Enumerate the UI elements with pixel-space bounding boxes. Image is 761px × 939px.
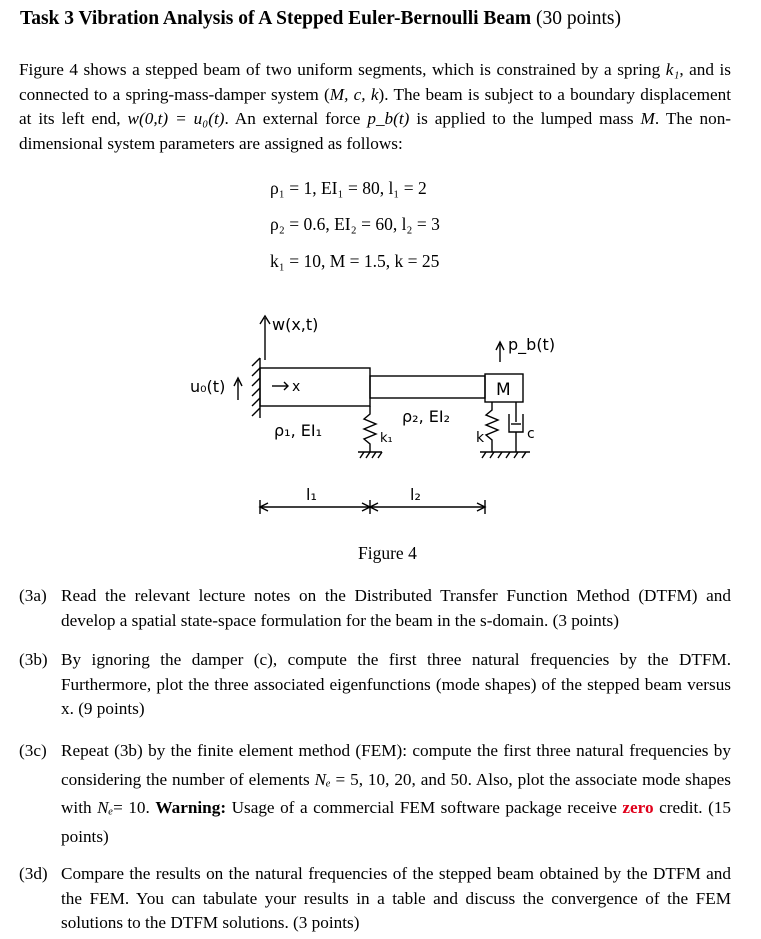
u0-label: u₀(t) bbox=[190, 377, 226, 396]
task-3a-label: (3a) bbox=[19, 586, 47, 605]
l1-label: l₁ bbox=[306, 485, 317, 504]
task-3b-label: (3b) bbox=[19, 650, 48, 669]
force-label: p_b(t) bbox=[508, 335, 556, 354]
task-3c-label: (3c) bbox=[19, 741, 47, 760]
intro-mass: M bbox=[640, 109, 655, 129]
intro-k1: k₁ bbox=[665, 60, 680, 79]
task-points: (30 points) bbox=[535, 8, 621, 29]
task-3c-zero: zero bbox=[622, 798, 654, 817]
intro-text-2: , and is connected to a spring-mass-damper system ( bbox=[19, 60, 731, 104]
spring-k bbox=[486, 402, 498, 452]
w-label: w(x,t) bbox=[272, 315, 319, 334]
x-label: x bbox=[292, 379, 301, 395]
intro-mck: M, c, k bbox=[329, 84, 379, 104]
intro-text-4: . An external force bbox=[224, 109, 368, 129]
task-3d bbox=[19, 862, 731, 936]
param-row-1: ρ₁ = 1, EI₁ = 80, l₁ = 2 bbox=[270, 178, 427, 198]
intro-text-3: ). The beam is subject to a boundary displacement at its left end, bbox=[19, 84, 731, 129]
c-label: c bbox=[527, 426, 535, 442]
mass-label: M bbox=[496, 380, 511, 400]
intro-text-5: is applied to the lumped mass bbox=[409, 109, 641, 129]
task-3a-text: Read the relevant lecture notes on the Distributed Transfer Function Method (DTFM) and develop a spatial state-space formulation for the beam in the s-domain. (3 points) bbox=[61, 586, 731, 630]
task-3a bbox=[19, 584, 731, 633]
segment-1-label: ρ₁, EI₁ bbox=[274, 421, 322, 440]
beam-figure bbox=[180, 300, 600, 535]
param-row-3: k₁ = 10, M = 1.5, k = 25 bbox=[270, 251, 440, 271]
task-3c-text-3: = 10. bbox=[113, 798, 156, 817]
l2-label: l₂ bbox=[410, 485, 421, 504]
task-3c-text bbox=[61, 737, 731, 851]
intro-text-1: Figure 4 shows a stepped beam of two uniform segments, which is constrained by a spring bbox=[19, 60, 666, 79]
figure-caption: Figure 4 bbox=[358, 543, 417, 563]
beam-segment-1 bbox=[260, 368, 370, 406]
segment-2-label: ρ₂, EI₂ bbox=[402, 407, 450, 426]
intro-boundary-condition: w(0,t) = u₀(t) bbox=[127, 109, 225, 129]
task-3b bbox=[19, 648, 731, 722]
task-3c-text-2: = 5, 10, 20, and 50. Also, plot the associate mode shapes with bbox=[61, 769, 731, 817]
k1-label: k₁ bbox=[380, 431, 393, 446]
param-row-2: ρ₂ = 0.6, EI₂ = 60, l₂ = 3 bbox=[270, 214, 440, 234]
beam-segment-2 bbox=[370, 376, 485, 398]
task-3c-text-5: credit. (15 points) bbox=[61, 798, 732, 846]
task-3c-warning: Warning: bbox=[155, 798, 227, 817]
intro-paragraph bbox=[19, 58, 731, 156]
k-label: k bbox=[476, 430, 485, 446]
task-3c-text-4: Usage of a commercial FEM software package receive bbox=[226, 798, 623, 817]
spring-k1 bbox=[364, 406, 376, 452]
task-title bbox=[20, 8, 621, 30]
task-3c bbox=[19, 737, 731, 851]
task-3d-text: Compare the results on the natural frequencies of the stepped beam obtained by the DTFM and the FEM. You can tabulate your results in a table and discuss the convergence of the FEM solutions to the DTFM solutions. (3 points) bbox=[61, 864, 731, 933]
intro-text-6: . The non-dimensional system parameters are assigned as follows: bbox=[19, 109, 732, 153]
task-3c-text-1: Repeat (3b) by the finite element method (FEM): compute the first three natural frequencies by considering the number of elements bbox=[61, 741, 731, 789]
task-3c-ne-1: Nₑ bbox=[314, 769, 331, 789]
task-3b-text: By ignoring the damper (c), compute the first three natural frequencies by the DTFM. Furthermore, plot the three associated eigenfunctions (mode shapes) of the stepped beam versus x. (9 points) bbox=[61, 650, 731, 719]
task-3d-label: (3d) bbox=[19, 864, 48, 883]
task-3c-ne-2: Nₑ bbox=[97, 798, 114, 817]
intro-force: p_b(t) bbox=[367, 109, 410, 129]
task-title-text: Task 3 Vibration Analysis of A Stepped Euler-Bernoulli Beam bbox=[20, 8, 532, 29]
